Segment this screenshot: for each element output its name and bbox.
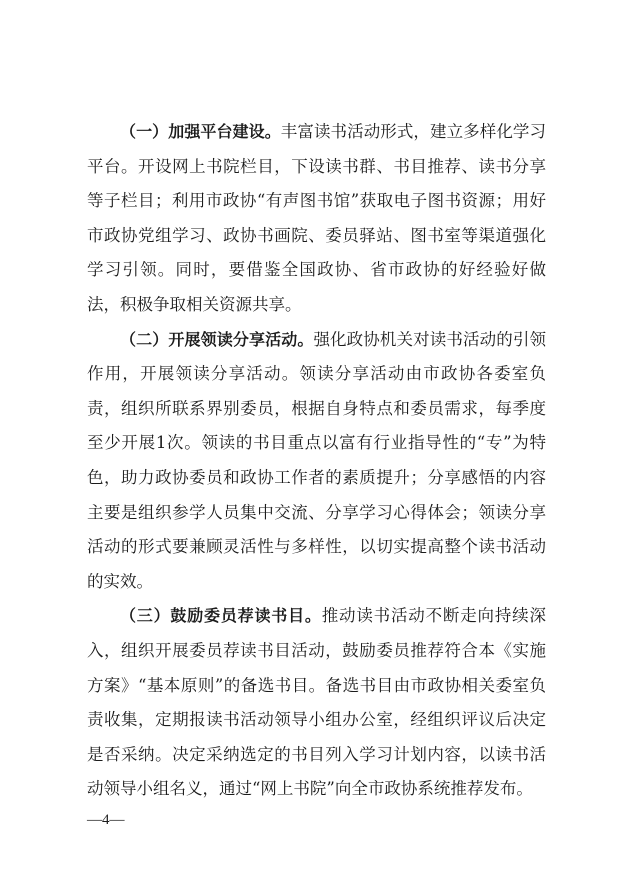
paragraph-3	[87, 599, 546, 807]
paragraph-1	[87, 115, 546, 323]
paragraph-1-text: 丰富读书活动形式，建立多样化学习平台。开设网上书院栏目，下设读书群、书目推荐、读书分享等子栏目；利用市政协“有声图书馆”获取电子图书资源；用好市政协党组学习、政协书画院、委员驿站、图书室等渠道强化学习引领。同时，要借鉴全国政协、省市政协的好经验好做法，积极争取相关资源共享。	[87, 122, 546, 314]
page-number: —4—	[87, 812, 125, 828]
paragraph-2-text: 强化政协机关对读书活动的引领作用，开展领读分享活动。领读分享活动由市政协各委室负责，组织所联系界别委员，根据自身特点和委员需求，每季度至少开展1次。领读的书目重点以富有行业指导性的“专”为特色，助力政协委员和政协工作者的素质提升；分享感悟的内容主要是组织参学人员集中交流、分享学习心得体会；领读分享活动的形式要兼顾灵活性与多样性，以切实提高整个读书活动的实效。	[87, 329, 546, 591]
document-body	[87, 115, 546, 807]
paragraph-3-heading: （三）鼓励委员荐读书目。	[120, 606, 322, 626]
paragraph-2	[87, 323, 546, 600]
paragraph-3-text: 推动读书活动不断走向持续深入，组织开展委员荐读书目活动，鼓励委员推荐符合本《实施方案》“基本原则”的备选书目。备选书目由市政协相关委室负责收集，定期报读书活动领导小组办公室，经组织评议后决定是否采纳。决定采纳选定的书目列入学习计划内容，以读书活动领导小组名义，通过“网上书院”向全市政协系统推荐发布。	[87, 606, 546, 799]
paragraph-2-heading: （二）开展领读分享活动。	[120, 329, 314, 349]
paragraph-1-heading: （一）加强平台建设。	[120, 122, 281, 141]
